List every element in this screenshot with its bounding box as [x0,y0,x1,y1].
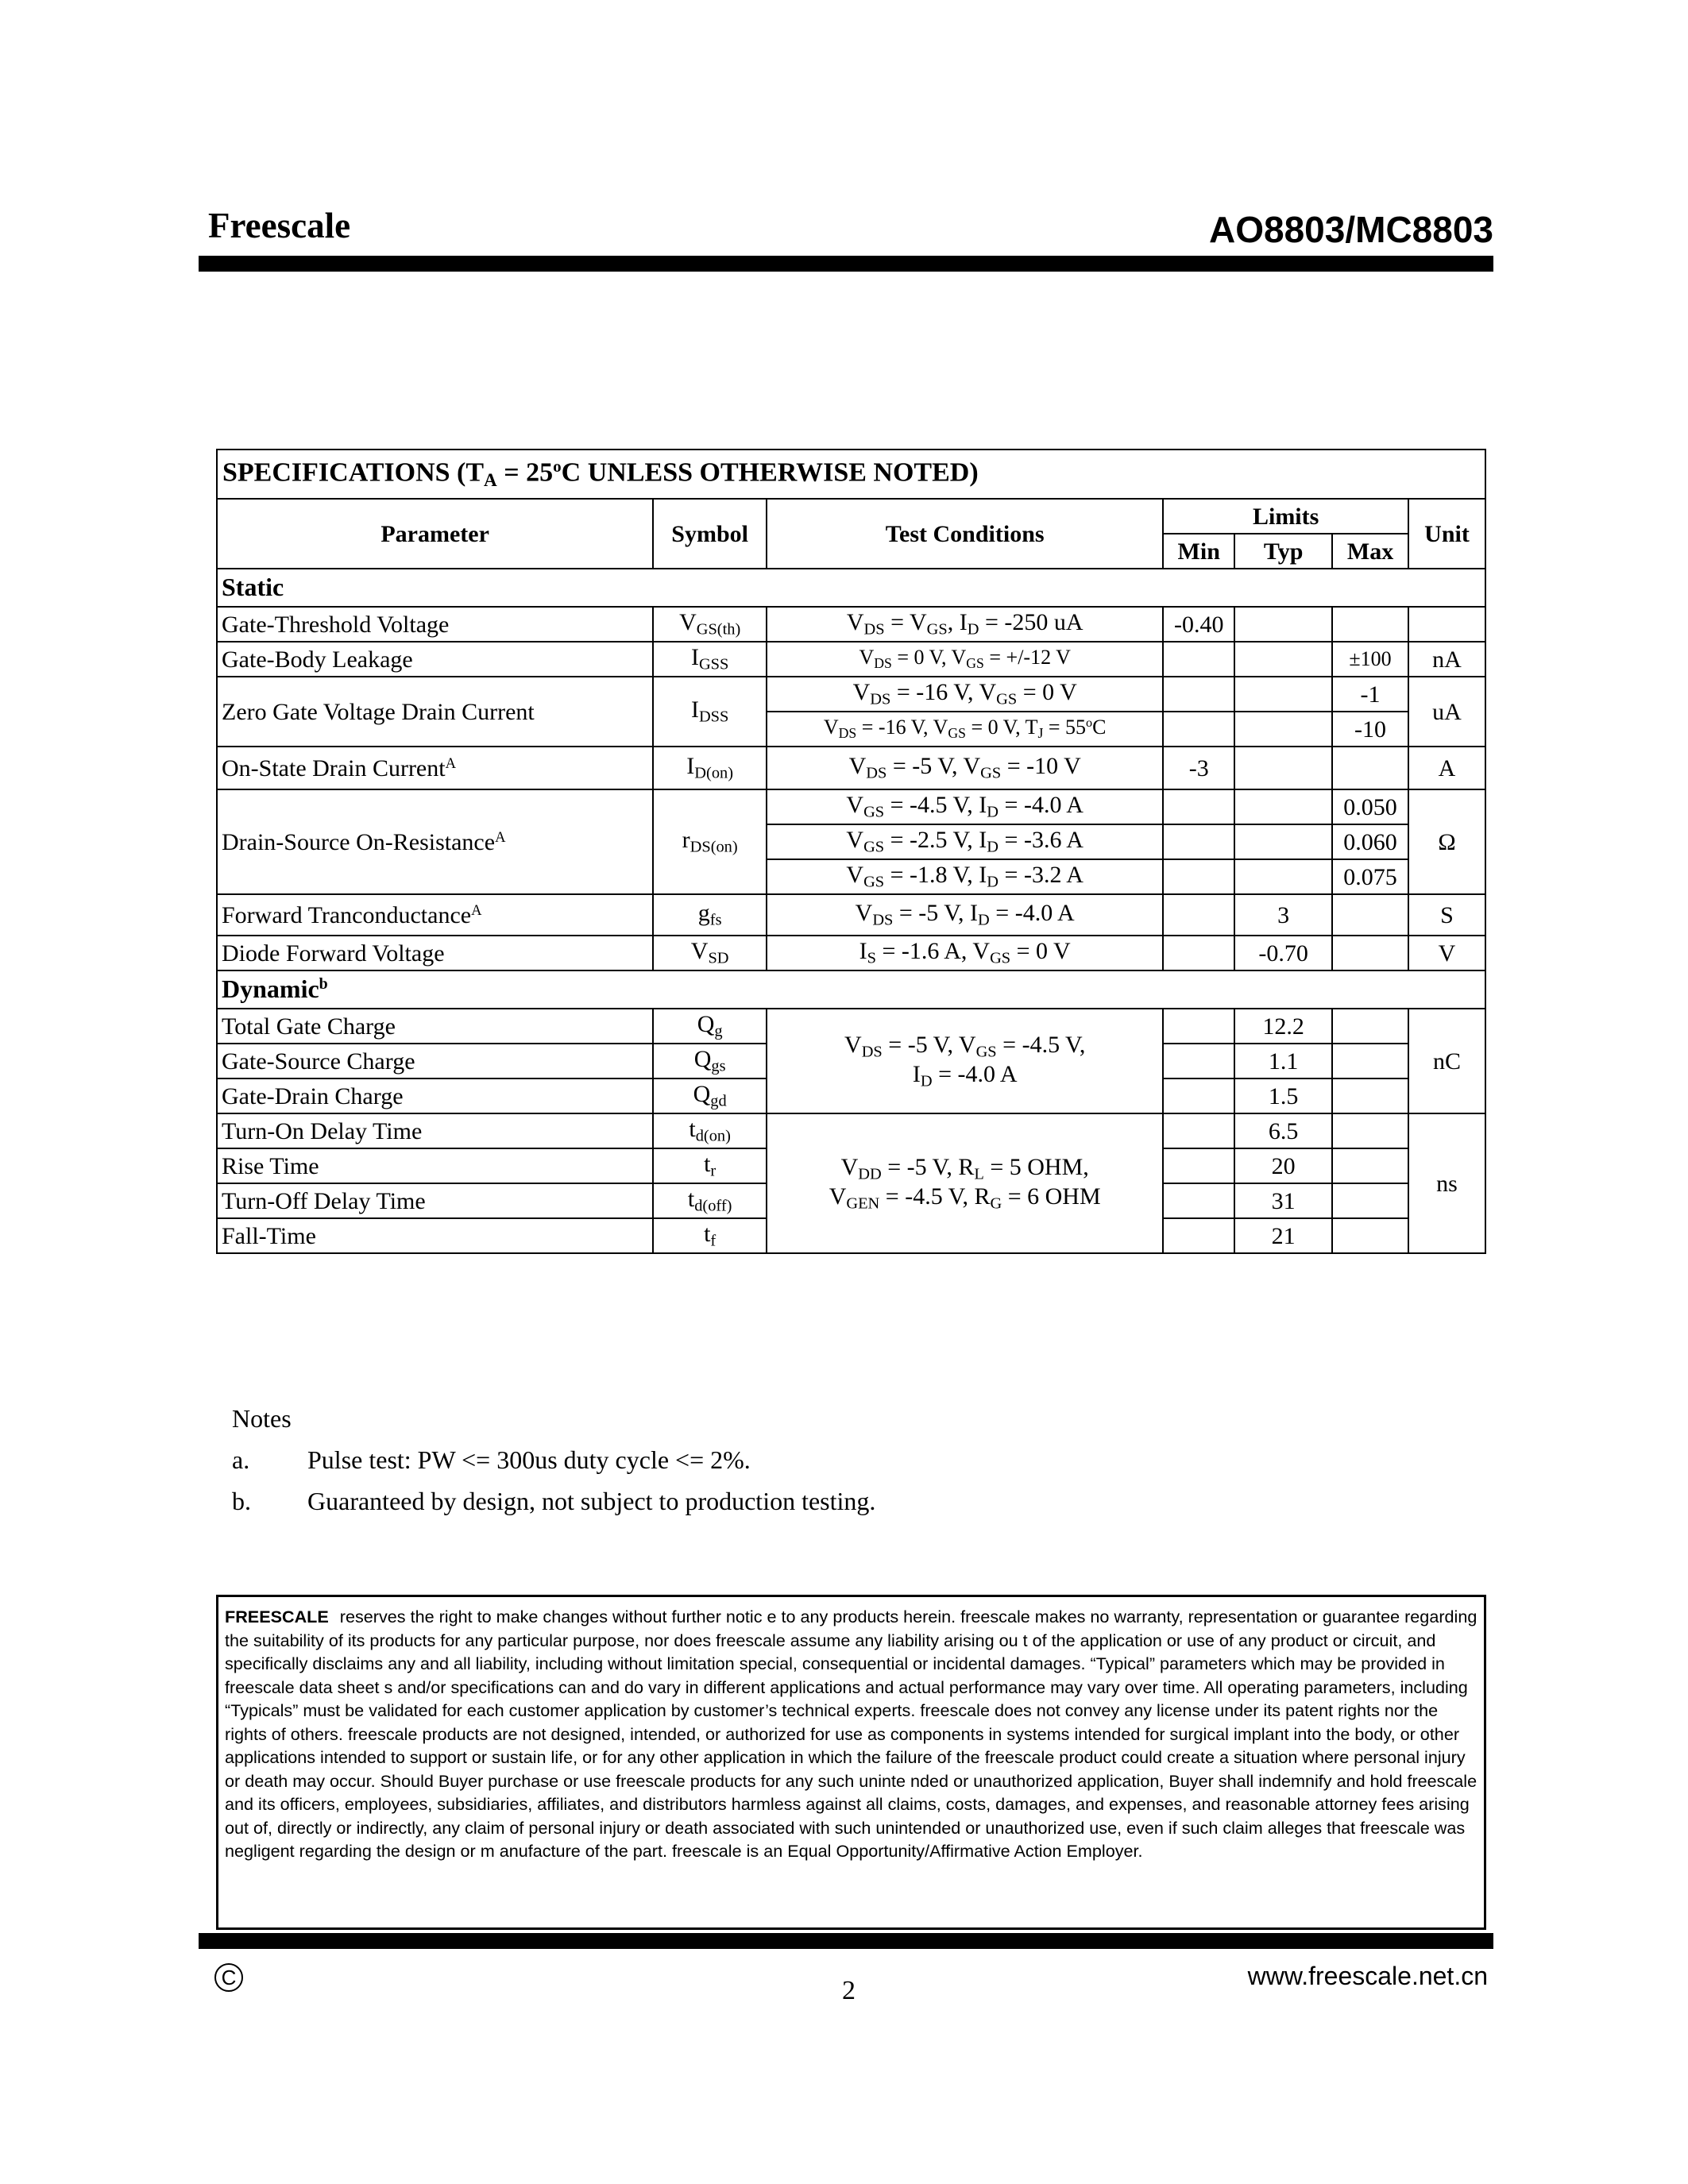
table-row: Zero Gate Voltage Drain Current $I_{DSS}$ $V_{DS} = -16$ V, $V_{GS} = 0$ V -1 uA [217,677,1485,712]
section-static: Static [217,569,1485,607]
page-number: 2 [842,1976,856,2005]
col-header-min: Min [1163,534,1234,569]
disclaimer-company: FREESCALE [225,1607,329,1626]
footer-rule [199,1933,1493,1949]
table-row: Total Gate Charge $Q_g$ $V_{DS} = -5$ V, $V_{GS} = -4.5$ V, $I_D = -4.0$ A 12.2 nC [217,1009,1485,1044]
disclaimer-text: reserves the right to make changes without further notic e to any products herein. freescale makes no warranty, representation or guarantee regarding the suitability of its products for any particular purpose, nor does freescale assume any liability arising ou t of the application or use of any product or circuit, and specifically disclaims any and all liability, including without limitation special, consequential or incidental damages. “Typical” parameters which may be provided in freescale data sheet s and/or specifications can and do vary in different applications and actual performance may vary over time. All operating parameters, including “Typicals” must be validated for each customer application by customer’s technical experts. freescale does not convey any license under its patent rights nor the rights of others. freescale products are not designed, intended, or authorized for use as components in systems intended for surgical implant into the body, or other applications intended to support or sustain life, or for any other application in which the failure of the freescale product could create a situation where personal injury or death may occur. Should Buyer purchase or use freescale products for any such uninte nded or unauthorized application, Buyer shall indemnify and hold freescale and its officers, employees, subsidiaries, affiliates, and distributors harmless against all claims, costs, damages, and expenses, and reasonable attorney fees arising out of, directly or indirectly, any claim of personal injury or death associated with such unintended or unauthorized use, even if such claim alleges that freescale was negligent regarding the design or m anufacture of the part. freescale is an Equal Opportunity/Affirmative Action Employer. [225,1607,1477,1861]
table-row: Fall-Time $t_f$ 21 [217,1218,1485,1253]
table-row: Drain-Source On-Resistance$^A$ $r_{DS(on)}$ $V_{GS} = -4.5$ V, $I_D = -4.0$ A 0.050 Ω [217,789,1485,824]
legal-disclaimer [216,1595,1486,1930]
table-row: $V_{GS} = -2.5$ V, $I_D = -3.6$ A 0.060 [217,824,1485,859]
table-row: Gate-Source Charge $Q_{gs}$ 1.1 [217,1044,1485,1078]
col-header-parameter: Parameter [217,499,653,569]
col-header-symbol: Symbol [653,499,767,569]
copyright-icon: C [214,1963,243,1992]
table-title: SPECIFICATIONS ($T_A = 25^oC$ UNLESS OTHERWISE NOTED) [217,450,1485,499]
table-row: Diode Forward Voltage $V_{SD}$ $I_S = -1.6$ A, $V_{GS} = 0$ V -0.70 V [217,936,1485,970]
website-link[interactable]: www.freescale.net.cn [1247,1962,1488,1990]
table-row: Rise Time $t_r$ 20 [217,1148,1485,1183]
part-number: AO8803/MC8803 [1209,209,1493,250]
table-row: On-State Drain Current$^A$ $I_{D(on)}$ $V_{DS} = -5$ V, $V_{GS} = -10$ V -3 A [217,747,1485,789]
col-header-max: Max [1332,534,1408,569]
notes-title: Notes [232,1404,292,1433]
table-row: $V_{GS} = -1.8$ V, $I_D = -3.2$ A 0.075 [217,859,1485,894]
col-header-conditions: Test Conditions [767,499,1163,569]
table-row: Gate-Threshold Voltage $V_{GS(th)}$ $V_{DS} = V_{GS}$, $I_D = -250$ uA -0.40 [217,607,1485,642]
section-dynamic: Dynamic$^b$ [217,970,1485,1009]
col-header-typ: Typ [1234,534,1332,569]
brand-name: Freescale [208,206,351,245]
table-row: $V_{DS} = -16$ V, $V_{GS} = 0$ V, $T_J = 55^oC$ -10 [217,712,1485,747]
table-row: Gate-Body Leakage $I_{GSS}$ $V_{DS} = 0$ V, $V_{GS} = +/-12$ V ±100 nA [217,642,1485,677]
table-row: Forward Tranconductance$^A$ $g_{fs}$ $V_{DS} = -5$ V, $I_D = -4.0$ A 3 S [217,894,1485,936]
table-row: Turn-Off Delay Time $t_{d(off)}$ 31 [217,1183,1485,1218]
col-header-unit: Unit [1408,499,1485,569]
col-header-limits: Limits [1163,499,1408,534]
table-row: Gate-Drain Charge $Q_{gd}$ 1.5 [217,1078,1485,1113]
table-row: Turn-On Delay Time $t_{d(on)}$ $V_{DD} = -5$ V, $R_L = 5$ OHM, $V_{GEN} = -4.5$ V, $R_G = 6$ OHM 6.5 ns [217,1113,1485,1148]
header-rule [199,256,1493,272]
specifications-table [216,449,1486,1254]
